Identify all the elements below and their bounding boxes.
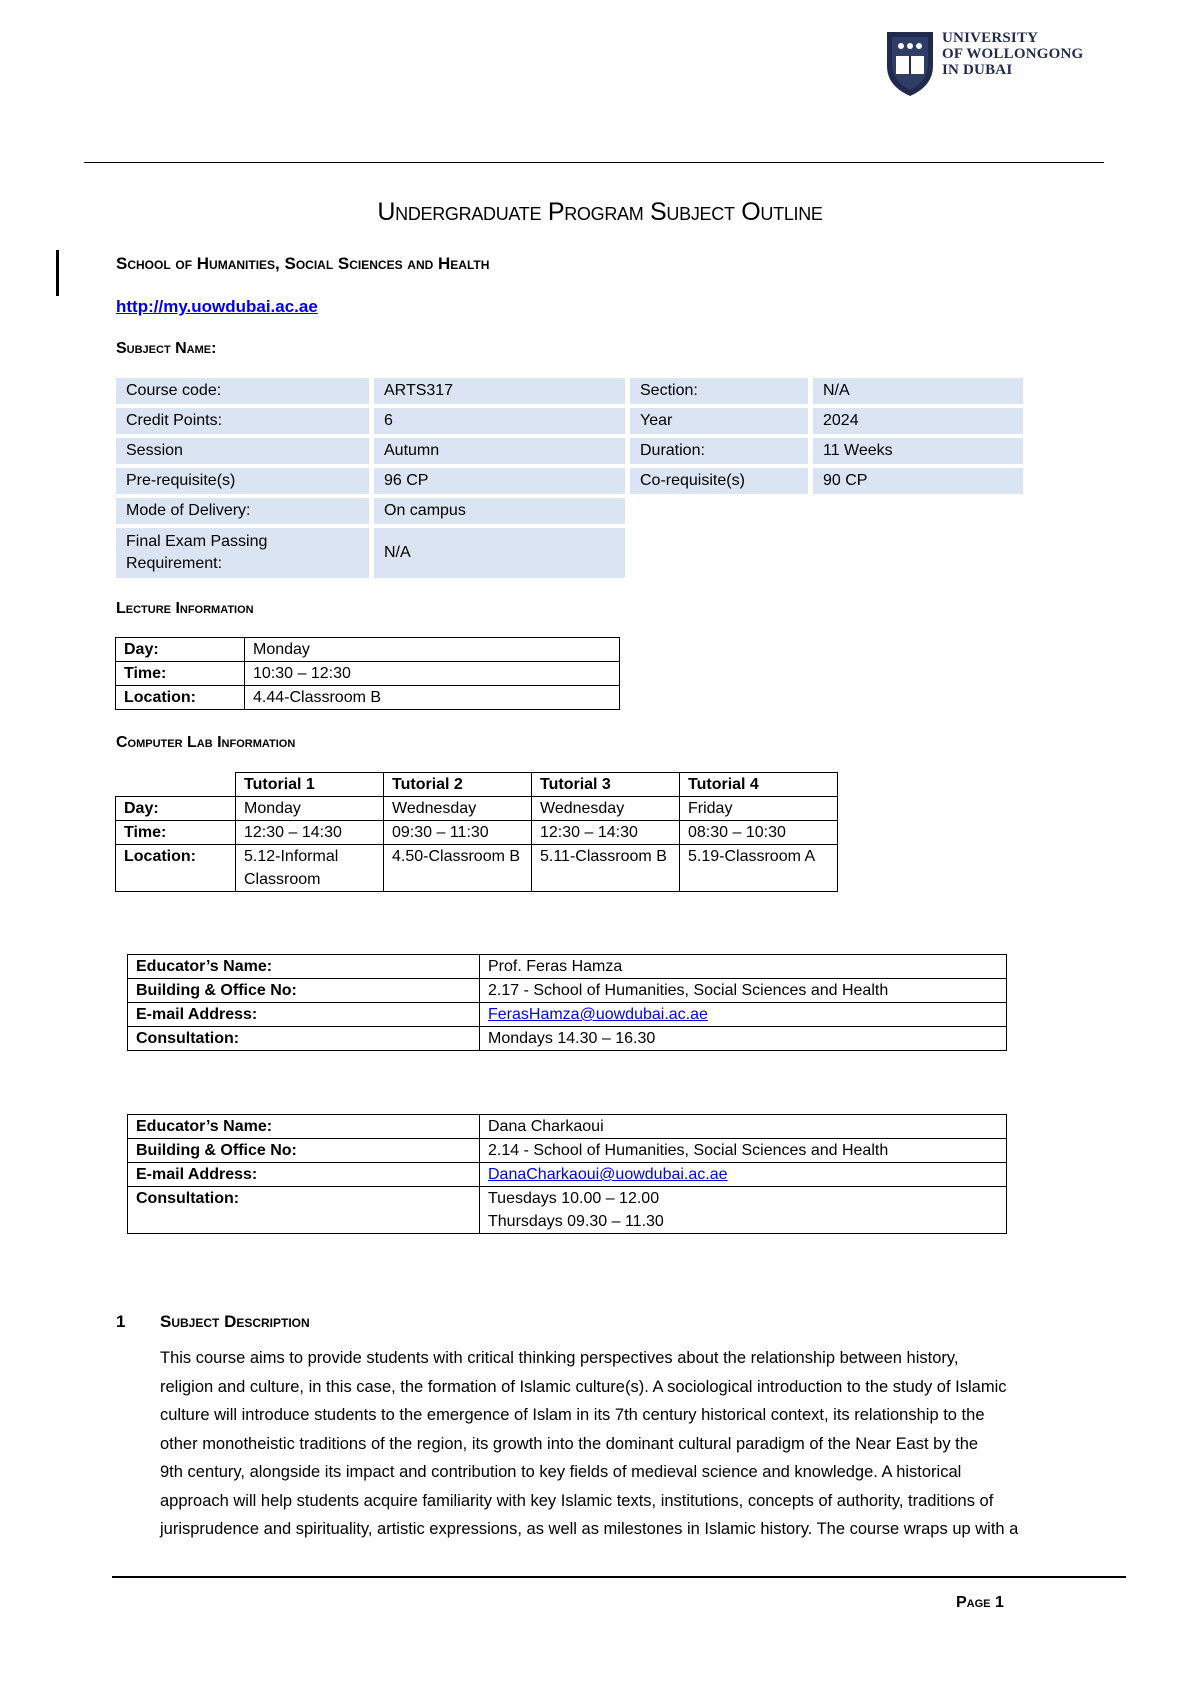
table-cell: Friday: [680, 797, 838, 821]
body-line: 9th century, alongside its impact and contribution to key fields of medieval science and knowledge. A historical: [160, 1463, 962, 1481]
row-label: Educator’s Name:: [128, 955, 480, 979]
row-label: Building & Office No:: [128, 979, 480, 1003]
university-logo: [884, 28, 1104, 98]
table-row: [116, 638, 620, 662]
info-label: Course code:: [116, 378, 369, 404]
consultation-line: Thursdays 09.30 – 11.30: [488, 1213, 664, 1230]
table-row: [128, 1163, 1007, 1187]
educator-name: Dana Charkaoui: [480, 1115, 1007, 1139]
table-row: [128, 1139, 1007, 1163]
table-cell: Monday: [236, 797, 384, 821]
consultation-hours: [480, 1187, 1007, 1234]
info-label: Session: [116, 438, 369, 464]
info-value: 11 Weeks: [813, 438, 1023, 464]
office-number: 2.14 - School of Humanities, Social Sciences and Health: [480, 1139, 1007, 1163]
table-header-row: [116, 773, 838, 797]
subject-name-label: Subject Name:: [116, 340, 217, 357]
table-row: [128, 955, 1007, 979]
table-row: [116, 821, 838, 845]
row-label: Time:: [116, 821, 236, 845]
table-cell: Wednesday: [384, 797, 532, 821]
row-value: 4.44-Classroom B: [245, 686, 620, 710]
school-name: School of Humanities, Social Sciences and Health: [116, 254, 490, 273]
info-value: N/A: [374, 528, 625, 578]
body-line: This course aims to provide students with critical thinking perspectives about the relationship between history,: [160, 1349, 959, 1367]
table-row: [116, 845, 838, 892]
info-label: Credit Points:: [116, 408, 369, 434]
info-label: Section:: [630, 378, 808, 404]
row-label: Location:: [116, 686, 245, 710]
row-label: Day:: [116, 797, 236, 821]
table-cell: 5.19-Classroom A: [680, 845, 838, 892]
crest-icon: [884, 28, 936, 98]
info-value: 6: [374, 408, 625, 434]
info-value: Autumn: [374, 438, 625, 464]
educator-table-2: [127, 1114, 1007, 1234]
column-header: Tutorial 4: [680, 773, 838, 797]
info-label: Co-requisite(s): [630, 468, 808, 494]
page-number: Page 1: [956, 1594, 1004, 1611]
body-line: other monotheistic traditions of the region, its growth into the dominant cultural paradigm of the Near East by the: [160, 1434, 979, 1453]
row-label: Building & Office No:: [128, 1139, 480, 1163]
table-row: [128, 1003, 1007, 1027]
column-header: Tutorial 2: [384, 773, 532, 797]
row-label: E-mail Address:: [128, 1003, 480, 1027]
logo-wordmark: UNIVERSITY OF WOLLONGONG IN DUBAI: [942, 30, 1084, 78]
row-value: Monday: [245, 638, 620, 662]
table-cell: 08:30 – 10:30: [680, 821, 838, 845]
info-label: Duration:: [630, 438, 808, 464]
row-label: Time:: [116, 662, 245, 686]
text-cursor: [56, 250, 59, 296]
table-cell: 12:30 – 14:30: [236, 821, 384, 845]
table-row: [128, 1027, 1007, 1051]
info-label: Pre-requisite(s): [116, 468, 369, 494]
empty-corner: [116, 773, 236, 797]
info-value: ARTS317: [374, 378, 625, 404]
email-link[interactable]: FerasHamza@uowdubai.ac.ae: [488, 1006, 708, 1023]
table-row: [116, 662, 620, 686]
section-body: [160, 1344, 1120, 1544]
table-row: [128, 1187, 1007, 1234]
info-value: 96 CP: [374, 468, 625, 494]
column-header: Tutorial 3: [532, 773, 680, 797]
table-cell: 09:30 – 11:30: [384, 821, 532, 845]
lecture-heading: Lecture Information: [116, 600, 254, 617]
lab-table: [115, 772, 838, 892]
table-row: [116, 797, 838, 821]
column-header: Tutorial 1: [236, 773, 384, 797]
table-cell: 12:30 – 14:30: [532, 821, 680, 845]
footer-divider: [112, 1576, 1126, 1578]
educator-name: Prof. Feras Hamza: [480, 955, 1007, 979]
office-number: 2.17 - School of Humanities, Social Sciences and Health: [480, 979, 1007, 1003]
info-label: Year: [630, 408, 808, 434]
section-heading: Subject Description: [160, 1312, 310, 1331]
page-title: Undergraduate Program Subject Outline: [377, 198, 823, 226]
row-label: Consultation:: [128, 1027, 480, 1051]
row-label: Consultation:: [128, 1187, 480, 1234]
section-number: 1: [116, 1312, 126, 1331]
row-label: Location:: [116, 845, 236, 892]
table-cell: Wednesday: [532, 797, 680, 821]
body-line: religion and culture, in this case, the formation of Islamic culture(s). A sociological introduction to the study of Islamic: [160, 1377, 1007, 1396]
info-value: 90 CP: [813, 468, 1023, 494]
table-cell: 4.50-Classroom B: [384, 845, 532, 892]
lecture-table: [115, 637, 620, 710]
table-row: [116, 686, 620, 710]
info-value: On campus: [374, 498, 625, 524]
educator-table-1: [127, 954, 1007, 1051]
info-label: Final Exam Passing Requirement:: [116, 528, 369, 578]
email-cell: [480, 1003, 1007, 1027]
info-value: 2024: [813, 408, 1023, 434]
consultation-hours: Mondays 14.30 – 16.30: [480, 1027, 1007, 1051]
row-label: E-mail Address:: [128, 1163, 480, 1187]
table-row: [128, 979, 1007, 1003]
email-link[interactable]: DanaCharkaoui@uowdubai.ac.ae: [488, 1166, 728, 1183]
table-row: [128, 1115, 1007, 1139]
body-line: culture will introduce students to the emergence of Islam in its 7th century historical context, its relationship to the: [160, 1406, 985, 1424]
top-divider: [84, 162, 1104, 163]
row-value: 10:30 – 12:30: [245, 662, 620, 686]
info-value: N/A: [813, 378, 1023, 404]
row-label: Educator’s Name:: [128, 1115, 480, 1139]
portal-link[interactable]: http://my.uowdubai.ac.ae: [116, 297, 318, 316]
table-cell: 5.12-Informal Classroom: [236, 845, 384, 892]
info-label: Mode of Delivery:: [116, 498, 369, 524]
email-cell: [480, 1163, 1007, 1187]
table-cell: 5.11-Classroom B: [532, 845, 680, 892]
body-line: approach will help students acquire familiarity with key Islamic texts, institutions, concepts of authority, traditions of: [160, 1491, 994, 1510]
row-label: Day:: [116, 638, 245, 662]
lab-heading: Computer Lab Information: [116, 734, 296, 751]
consultation-line: Tuesdays 10.00 – 12.00: [488, 1190, 660, 1207]
body-line: jurisprudence and spirituality, artistic expressions, as well as milestones in Islamic history. The course wraps up with a: [160, 1520, 1019, 1538]
